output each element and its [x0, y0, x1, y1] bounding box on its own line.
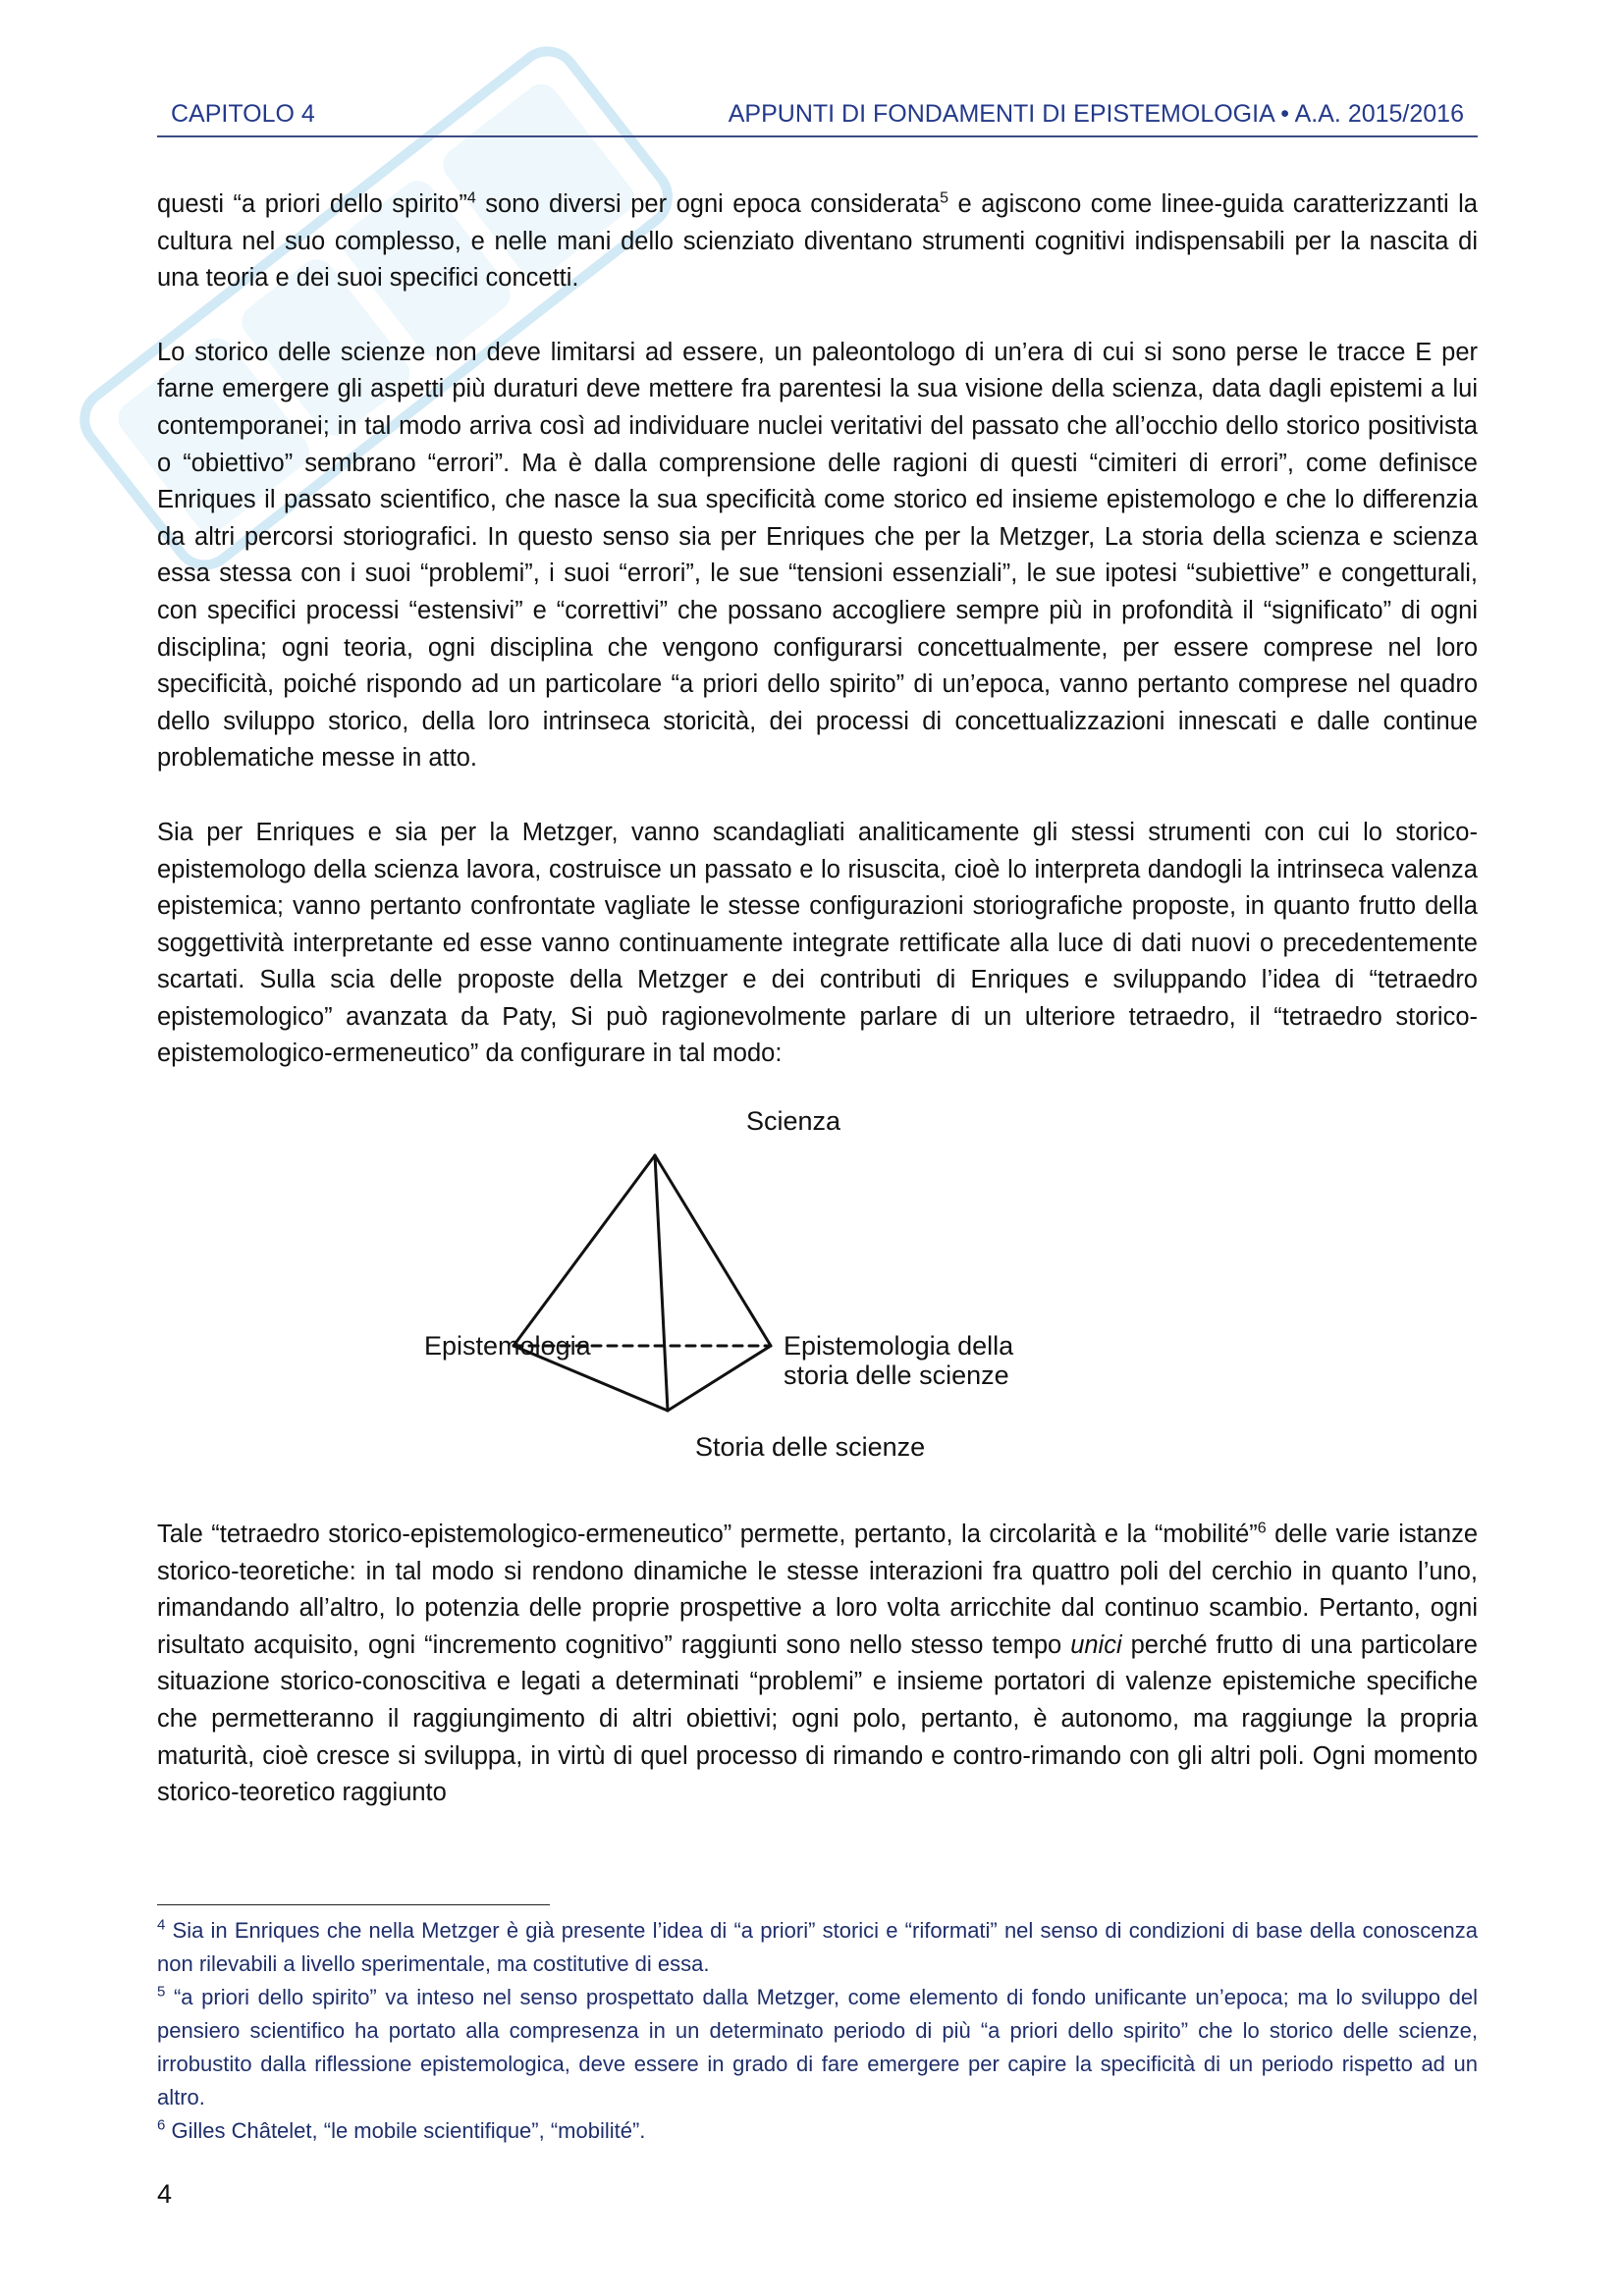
footnote-4: [157, 1914, 1478, 1981]
label-scienza: Scienza: [746, 1106, 841, 1137]
page-header: [157, 96, 1478, 137]
edge-apex-right: [655, 1155, 771, 1346]
paragraph-1: [157, 187, 1478, 297]
p1-text-c: e agiscono come linee-guida caratterizzanti la cultura nel suo complesso, e nelle mani dello scienziato diventano strumenti cognitivi indispensabili per la nascita di una teoria e dei suoi specifici concetti.: [157, 190, 1478, 293]
main-content: [157, 187, 1478, 1812]
label-epistemologia-storia: [784, 1331, 1013, 1390]
p4-text-c: perché frutto di una particolare situazione storico-conoscitiva e legati a determinati “problemi” e insieme portatori di valenze epistemiche specifiche che permetteranno il raggiungimento di altri obiettivi; ogni polo, pertanto, è autonomo, ma raggiunge la propria maturità, cioè cresce si sviluppa, in virtù di quel processo di rimando e contro-rimando con gli altri poli. Ogni momento storico-teoretico raggiunto: [157, 1630, 1478, 1807]
paragraph-3: Sia per Enriques e sia per la Metzger, vanno scandagliati analiticamente gli stessi strumenti con cui lo storico-epistemologo della scienza lavora, costruisce un passato e lo risuscita, cioè lo interpreta dandogli la intrinseca valenza epistemica; vanno pertanto confrontate vagliate le stesse configurazioni storiografiche proposte, in quanto frutto della soggettività interpretante ed esse vanno continuamente integrate rettificate alla luce di dati nuovi o precedentemente scartati. Sulla scia delle proposte della Metzger e dei contributi di Enriques e sviluppando l’idea di “tetraedro epistemologico” avanzata da Paty, Si può ragionevolmente parlare di un ulteriore tetraedro, il “tetraedro storico-epistemologico-ermeneutico” da configurare in tal modo:: [157, 818, 1478, 1068]
page-number: 4: [157, 2179, 173, 2209]
footnote-separator: [157, 1904, 550, 1905]
chapter-title: CAPITOLO 4: [171, 100, 315, 128]
paragraph-2: Lo storico delle scienze non deve limitarsi ad essere, un paleontologo di un’era di cui si sono perse le tracce E per farne emergere gli aspetti più duraturi deve mettere fra parentesi la sua visione della scienza, data dagli epistemi a lui contemporanei; in tal modo arriva così ad individuare nuclei veritativi del passato che all’occhio dello storico positivista o “obiettivo” sembrano “errori”. Ma è dalla comprensione delle ragioni di questi “cimiteri di errori”, come definisce Enriques il passato scientifico, che nasce la sua specificità come storico ed insieme epistemologo e che lo differenzia da altri percorsi storiografici. In questo senso sia per Enriques che per la Metzger, La storia della scienza e scienza essa stessa con i suoi “problemi”, i suoi “errori”, le sue “tensioni essenziali”, le sue ipotesi “subiettive” e congetturali, con specifici processi “estensivi” e “correttivi” che possano accogliere sempre più in profondità il “significato” di ogni disciplina; ogni teoria, ogni disciplina che vengono configurarsi concettualmente, per essere comprese nel loro specificità, poiché rispondo ad un particolare “a priori dello spirito” di un’epoca, vanno pertanto comprese nel quadro dello sviluppo storico, della loro intrinseca storicità, dei processi di concettualizzazioni innescati e dalle continue problematiche messe in atto.: [157, 338, 1478, 773]
p4-emphasis: unici: [1070, 1630, 1122, 1659]
document-title: APPUNTI DI FONDAMENTI DI EPISTEMOLOGIA • A.A. 2015/2016: [728, 100, 1464, 128]
p1-text-b: sono diversi per ogni epoca considerata: [475, 190, 941, 218]
footnote-6-text: Gilles Châtelet, “le mobile scientifique”, “mobilité”.: [165, 2118, 646, 2143]
footnote-6-number: 6: [157, 2116, 166, 2134]
edge-right-bottom: [668, 1346, 771, 1411]
label-storia-scienze: Storia delle scienze: [695, 1432, 926, 1463]
footnote-5-number: 5: [157, 1983, 166, 2001]
footnote-ref-5: 5: [940, 189, 949, 207]
p4-text-a: Tale “tetraedro storico-epistemologico-ermeneutico” permette, pertanto, la circolarità e la “mobilité”: [157, 1521, 1258, 1549]
footnote-4-text: Sia in Enriques che nella Metzger è già presente l’idea di “a priori” storici e “riformati” nel senso di condizioni di base della conoscenza non rilevabili a livello sperimentale, ma costitutive di essa.: [157, 1918, 1478, 1976]
label-epistemologia-storia-line1: Epistemologia della: [784, 1331, 1014, 1362]
label-epistemologia-storia-line2: storia delle scienze: [784, 1361, 1009, 1391]
paragraph-4: [157, 1517, 1478, 1812]
label-epistemologia: Epistemologia: [424, 1331, 591, 1362]
edge-apex-left: [514, 1155, 655, 1346]
footnotes: [157, 1914, 1478, 2148]
footnote-4-number: 4: [157, 1916, 166, 1934]
p1-text-a: questi “a priori dello spirito”: [157, 190, 467, 218]
p4-text-b: delle varie istanze storico-teoretiche: in tal modo si rendono dinamiche le stesse interazioni fra quattro poli del cerchio in quanto l’uno, rimandando all’altro, lo potenzia delle proprie prospettive a loro volta arricchite dal continuo scambio. Pertanto, ogni risultato acquisito, ogni “incremento cognitivo” raggiunti sono nello stesso tempo: [157, 1521, 1478, 1659]
tetrahedron-figure: [157, 1098, 1478, 1491]
footnote-ref-6: 6: [1257, 1520, 1267, 1537]
edge-apex-bottom: [655, 1155, 668, 1411]
footnote-6: [157, 2114, 1478, 2148]
footnote-5-text: “a priori dello spirito” va inteso nel senso prospettato dalla Metzger, come elemento di fondo unificante un’epoca; ma lo sviluppo del pensiero scientifico ha portato alla compresenza in un determinato periodo di più “a priori dello spirito” che lo storico delle scienze, irrobustito dalla riflessione epistemologica, deve essere in grado di fare emergere per capire la specificità di un periodo rispetto ad un altro.: [157, 1985, 1478, 2109]
footnote-5: [157, 1981, 1478, 2114]
footnote-ref-4: 4: [466, 189, 476, 207]
